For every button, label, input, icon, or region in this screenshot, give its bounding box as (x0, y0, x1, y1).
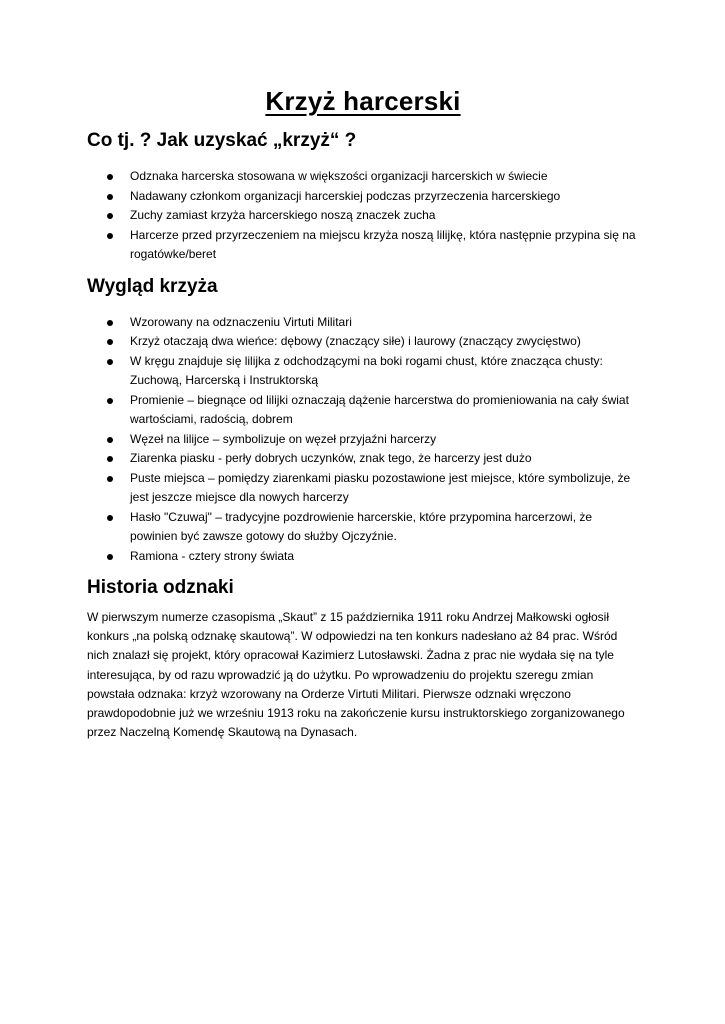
list-item-text: Hasło "Czuwaj" – tradycyjne pozdrowienie harcerskie, które przypomina harcerzowi, że powinien być zawsze gotowy do służby Ojczyźnie. (130, 509, 593, 543)
list-item (87, 332, 639, 352)
bullet-list-co-to (87, 167, 639, 265)
list-item (87, 313, 639, 333)
list-item-text: Krzyż otaczają dwa wieńce: dębowy (znaczący siłe) i laurowy (znaczący zwycięstwo) (130, 334, 581, 348)
bullet-icon (107, 174, 113, 180)
bullet-icon (107, 437, 113, 443)
list-item-text: Odznaka harcerska stosowana w większości organizacji harcerskich w świecie (130, 169, 548, 183)
list-item-text: Ramiona - cztery strony świata (130, 548, 295, 563)
list-item (87, 226, 639, 265)
list-item-text: Nadawany członkom organizacji harcerskiej podczas przyrzeczenia harcerskiego (130, 188, 561, 203)
list-item (87, 508, 639, 547)
bullet-icon (107, 398, 113, 404)
bullet-icon (107, 515, 113, 521)
bullet-icon (107, 233, 113, 239)
section-heading-co-to: Co tj. ? Jak uzyskać „krzyż“ ? (87, 130, 357, 151)
document-page (87, 86, 639, 742)
list-item (87, 167, 639, 187)
list-item (87, 187, 639, 207)
document-title: Krzyż harcerski (265, 86, 461, 116)
section-heading-historia: Historia odznaki (87, 577, 234, 598)
bullet-icon (107, 213, 113, 219)
list-item (87, 469, 639, 508)
bullet-icon (107, 320, 113, 326)
list-item-text: Puste miejsca – pomiędzy ziarenkami piasku pozostawione jest miejsce, które symbolizuje, że jest jeszcze miejsce dla nowych harcerzy (130, 470, 631, 504)
list-item (87, 430, 639, 450)
bullet-list-wyglad (87, 313, 639, 567)
list-item-text: Promienie – biegnące od lilijki oznaczają dążenie harcerstwa do promieniowania na cały świat wartościami, radością, dobrem (130, 392, 629, 426)
list-item (87, 352, 639, 391)
list-item-text: Zuchy zamiast krzyża harcerskiego noszą znaczek zucha (130, 208, 436, 222)
list-item (87, 449, 639, 469)
history-paragraph: W pierwszym numerze czasopisma „Skaut” z 15 października 1911 roku Andrzej Małkowski ogłosił konkurs „na polską odznakę skautową”. W odpowiedzi na ten konkurs nadesłano aż 84 prac. Wśród nich znalazł się projekt, który opracował Kazimierz Lutosławski. Żadna z prac nie wydała się na tyle interesująca, by od razu wprowadzić ją do użytku. Po wprowadzeniu do projektu szeregu zmian powstała odznaka: krzyż wzorowany na Orderze Virtuti Militari. Pierwsze odznaki wręczono prawdopodobnie już we wrześniu 1913 roku na zakończenie kursu instruktorskiego zorganizowanego przez Naczelną Komendę Skautową na Dynasach. (87, 610, 625, 740)
list-item (87, 547, 639, 567)
section-heading-wyglad: Wygląd krzyża (87, 275, 218, 297)
list-item (87, 391, 639, 430)
list-item-text: Wzorowany na odznaczeniu Virtuti Militari (130, 314, 352, 329)
list-item-text: Węzeł na lilijce – symbolizuje on węzeł przyjaźni harcerzy (130, 431, 437, 446)
bullet-icon (107, 476, 113, 482)
bullet-icon (107, 456, 113, 462)
list-item-text: Harcerze przed przyrzeczeniem na miejscu krzyża noszą lilijkę, która następnie przypina się na rogatówke/beret (130, 227, 636, 261)
bullet-icon (107, 339, 113, 345)
list-item-text: W kręgu znajduje się lilijka z odchodzącymi na boki rogami chust, które znacząca chusty: Zuchową, Harcerską i Instruktorską (130, 353, 603, 387)
list-item-text: Ziarenka piasku - perły dobrych uczynków, znak tego, że harcerzy jest dużo (130, 451, 532, 465)
bullet-icon (107, 359, 113, 365)
list-item (87, 206, 639, 226)
bullet-icon (107, 194, 113, 200)
bullet-icon (107, 554, 113, 560)
